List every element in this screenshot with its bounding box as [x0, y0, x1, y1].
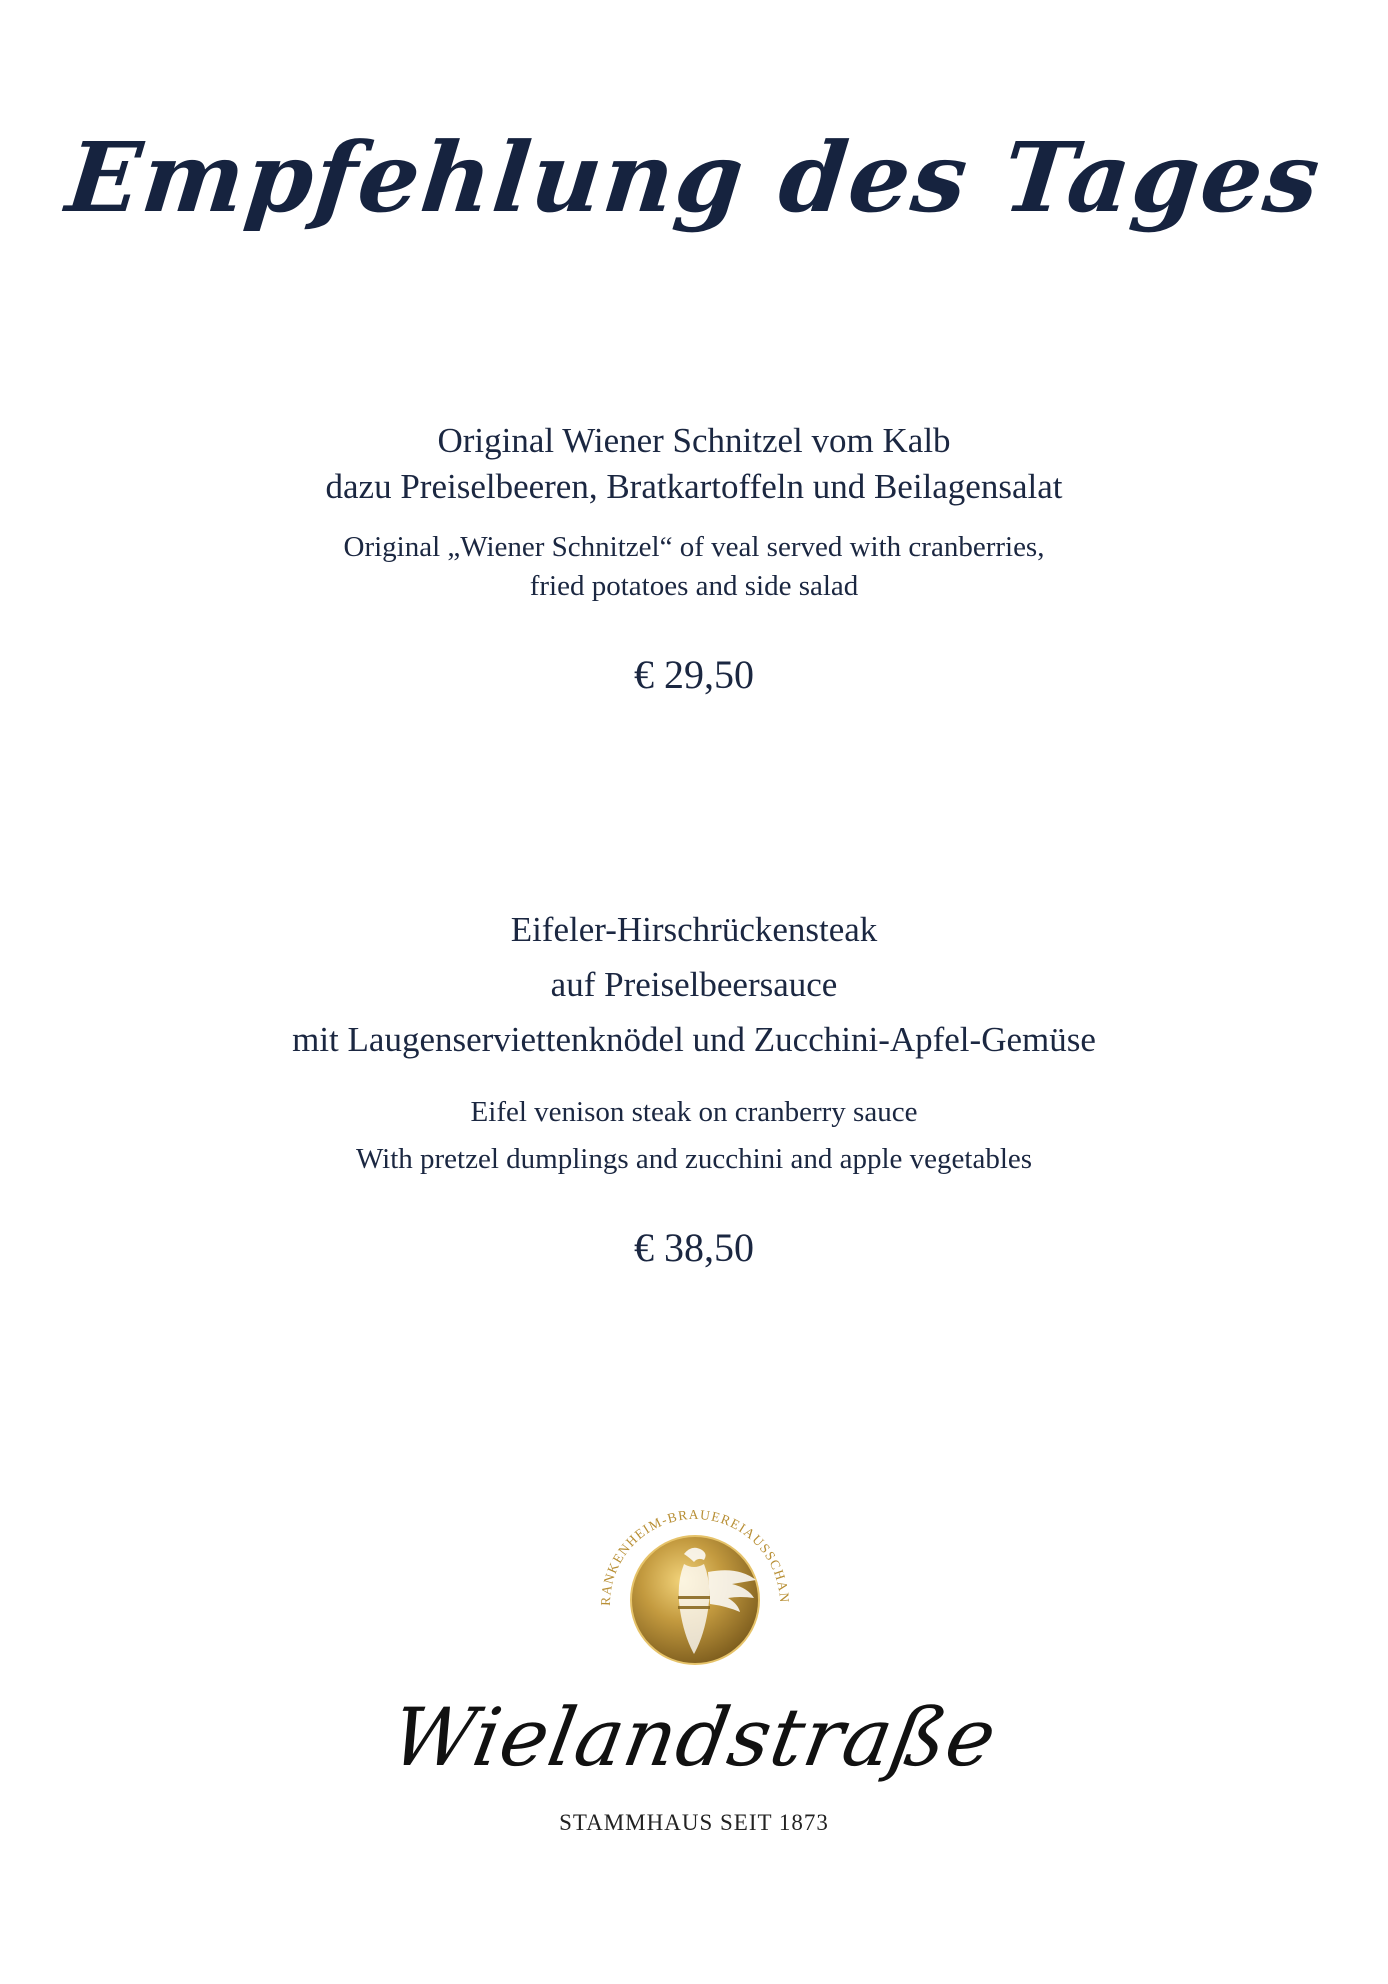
brand-tagline: STAMMHAUS SEIT 1873 — [559, 1810, 829, 1835]
dish-name-de-line: mit Laugenserviettenknödel und Zucchini-Apfel-Gemüse — [292, 1020, 1096, 1059]
dish-name-en-line: Original „Wiener Schnitzel“ of veal served with cranberries, — [343, 531, 1045, 563]
dish-name-en-line: Eifel venison steak on cranberry sauce — [470, 1096, 918, 1128]
svg-text:FRANKENHEIM-BRAUEREIAUSSCHANK: RANKENHEIM-BRAUEREIAUSSCHAN — [597, 1506, 793, 1607]
dish-name-de-line: Original Wiener Schnitzel vom Kalb — [437, 421, 951, 460]
dish-name-en-line: fried potatoes and side salad — [529, 570, 859, 602]
dish-name-de-line: Eifeler-Hirschrückensteak — [510, 910, 878, 949]
dish-price: € 29,50 — [634, 652, 754, 697]
dish-name-de-line: dazu Preiselbeeren, Bratkartoffeln und Beilagensalat — [325, 467, 1063, 506]
brewery-emblem-logo — [592, 1494, 798, 1700]
dish-name-de — [0, 418, 1388, 510]
dish-name-de — [0, 902, 1388, 1067]
dish-name-en — [0, 528, 1388, 606]
page-title: Empfehlung des Tages — [61, 121, 1327, 234]
eagle-emblem-icon — [592, 1494, 798, 1700]
dish-schnitzel — [0, 418, 1388, 700]
dish-name-en — [0, 1089, 1388, 1183]
dish-name-de-line: auf Preiselbeersauce — [550, 965, 838, 1004]
dish-venison — [0, 902, 1388, 1273]
dish-price: € 38,50 — [634, 1225, 754, 1270]
dish-name-en-line: With pretzel dumplings and zucchini and apple vegetables — [355, 1143, 1033, 1175]
brand-wordmark: Wielandstraße — [384, 1691, 1004, 1784]
